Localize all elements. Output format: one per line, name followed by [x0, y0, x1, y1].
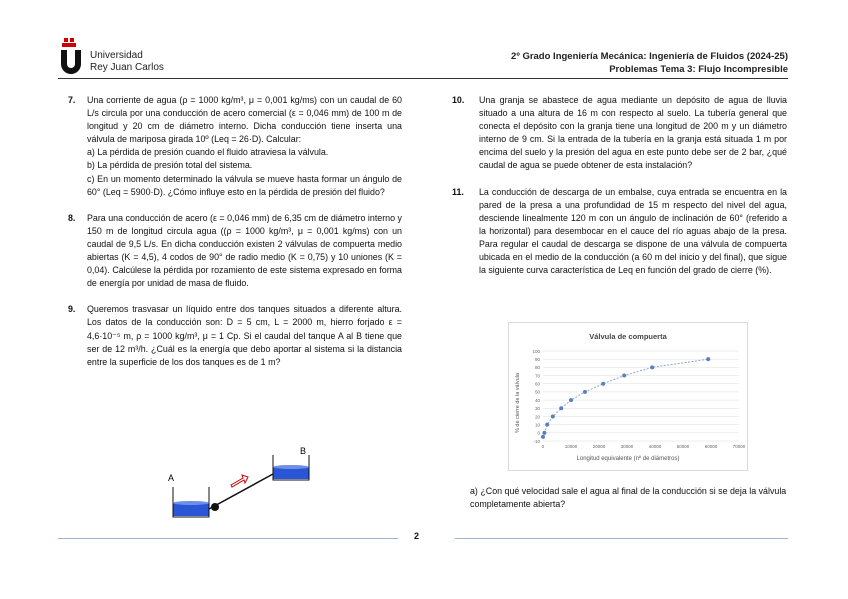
tank-a-label: A — [168, 473, 175, 483]
urjc-logo — [60, 38, 82, 74]
x-tick-label: 30000 — [620, 444, 634, 449]
chart-ylabel: % de cierre de la válvula — [515, 373, 521, 433]
chart-xlabel: Longitud equivalente (nº de diámetros) — [576, 456, 680, 462]
problem-10: 10. Una granja se abastece de agua mediante un depósito de agua de lluvia situado a una altura de 16 m con respecto al suelo. La tubería general que conecta el depósito con la granja tiene una longitud de 200 m y un diámetro interno de 9 cm. Si la entrada de la tubería en la granja está situada 1 m por encima del suelo y la presión del agua en este punto debe ser de 2 bar, ¿qué caudal de agua se puede obtener de esta instalación? — [452, 95, 787, 171]
tanks-figure — [165, 443, 315, 523]
data-point — [569, 398, 573, 402]
x-tick-label: 50000 — [676, 444, 690, 449]
left-column — [60, 94, 402, 382]
y-tick-label: 50 — [534, 389, 540, 395]
x-tick-label: 40000 — [648, 444, 662, 449]
x-tick-label: 10000 — [564, 444, 578, 449]
data-point — [559, 406, 563, 410]
x-tick-label: 60000 — [704, 444, 718, 449]
data-point — [622, 374, 626, 378]
y-tick-label: 20 — [534, 414, 540, 420]
tank-b-label: B — [300, 446, 307, 456]
university-name: Universidad Rey Juan Carlos — [90, 50, 164, 73]
tank-b — [273, 455, 309, 480]
y-tick-label: 60 — [534, 381, 540, 387]
document-header — [511, 50, 788, 76]
data-point — [542, 431, 546, 435]
series-line — [543, 359, 708, 437]
flow-arrow-icon — [231, 475, 248, 487]
y-tick-label: 100 — [532, 348, 540, 354]
y-tick-label: 70 — [534, 373, 540, 379]
x-tick-label: 70000 — [732, 444, 746, 449]
valve-chart — [508, 322, 748, 471]
y-tick-label: 10 — [534, 422, 540, 428]
problem-9: 9. Queremos trasvasar un líquido entre dos tanques situados a diferente altura. Los datos de la conducción son: D = 5 cm, L = 2000 m, hierro forjado ε = 4,6·10⁻⁵ m, ρ = 1000 kg/m³, μ = 1 Cp. Si el caudal del tanque A al B tiene que ser de 12 m³/h. ¿Cuál es la energía que debo aportar al sistema si la distancia entre la superficie de los dos tanques es de 1 m? — [68, 304, 402, 367]
course-title: 2º Grado Ingeniería Mecánica: Ingeniería de Fluidos (2024-25) — [511, 51, 788, 62]
problem-11: 11. La conducción de descarga de un embalse, cuya entrada se encuentra en la pared de la presa a una profundidad de 15 m respecto del nivel del agua, desciende linealmente 120 m con un ángulo de inclinación de 60° (referido a la horizontal) para desembocar en el cauce del río aguas abajo de la presa. Para regular el caudal de descarga se dispone de una válvula de compuerta ubicada en el medio de la conducción (a 60 m del inicio y del final), que sigue la siguiente curva característica de Leq en función del grado de cierre (%). — [452, 186, 787, 276]
right-column — [452, 94, 787, 290]
data-point — [583, 390, 587, 394]
page-number: 2 — [414, 531, 420, 541]
data-point — [650, 365, 654, 369]
data-point — [551, 414, 555, 418]
footer-line-left — [58, 538, 398, 539]
problem-7: 7. Una corriente de agua (ρ = 1000 kg/m³, μ = 0,001 kg/ms) con un caudal de 60 L/s circula por una conducción de acero comercial (ε = 0,046 mm) de 100 m de longitud y 20 cm de diámetro interno. Dicha conducción tiene inserta una válvula de mariposa girada 10º (Leq = 26·D). Calcular: a) La pérdida de presión cuando el fluido atraviesa la válvula. b) La pérdida de presión total del sistema. c) En un momento determinado la válvula se mueve hasta formar un ángulo de 60° (Leq = 5900·D). ¿Cómo influye esto en la pérdida de presión del fluido? — [68, 95, 402, 197]
data-point — [601, 382, 605, 386]
y-tick-label: 30 — [534, 406, 540, 412]
data-point — [706, 357, 710, 361]
y-tick-label: 0 — [537, 430, 540, 436]
y-tick-label: 40 — [534, 397, 540, 403]
header-divider — [58, 78, 788, 79]
data-point — [541, 435, 545, 439]
problem-8: 8. Para una conducción de acero (ε = 0,046 mm) de 6,35 cm de diámetro interno y 150 m de longitud circula agua ((ρ = 1000 kg/m³, μ = 0,001 kg/ms) con un caudal de 9,5 L/s. En dicha conducción existen 2 válvulas de compuerta medio abiertas (K = 4,5), 4 codos de 90° de radio medio (K = 0,75) y 10 uniones (K = 0,04). Calcúlese la pérdida por rozamiento de este sistema expresado en forma de energía por unidad de masa de fluido. — [68, 212, 402, 289]
pump-icon — [211, 503, 219, 511]
question-11a: a) ¿Con qué velocidad sale el agua al final de la conducción si se deja la válvula completamente abierta? — [470, 486, 787, 509]
x-tick-label: 20000 — [592, 444, 606, 449]
y-tick-label: 80 — [534, 365, 540, 371]
y-tick-label: 90 — [534, 356, 540, 362]
chart-title: Válvula de compuerta — [589, 332, 667, 341]
topic-title: Problemas Tema 3: Flujo Incompresible — [609, 64, 788, 75]
y-tick-label: -10 — [533, 438, 540, 444]
footer-line-right — [455, 538, 788, 539]
x-tick-label: 0 — [541, 444, 545, 449]
tank-a — [173, 487, 209, 517]
data-point — [545, 423, 549, 427]
chart-plot — [509, 323, 747, 470]
